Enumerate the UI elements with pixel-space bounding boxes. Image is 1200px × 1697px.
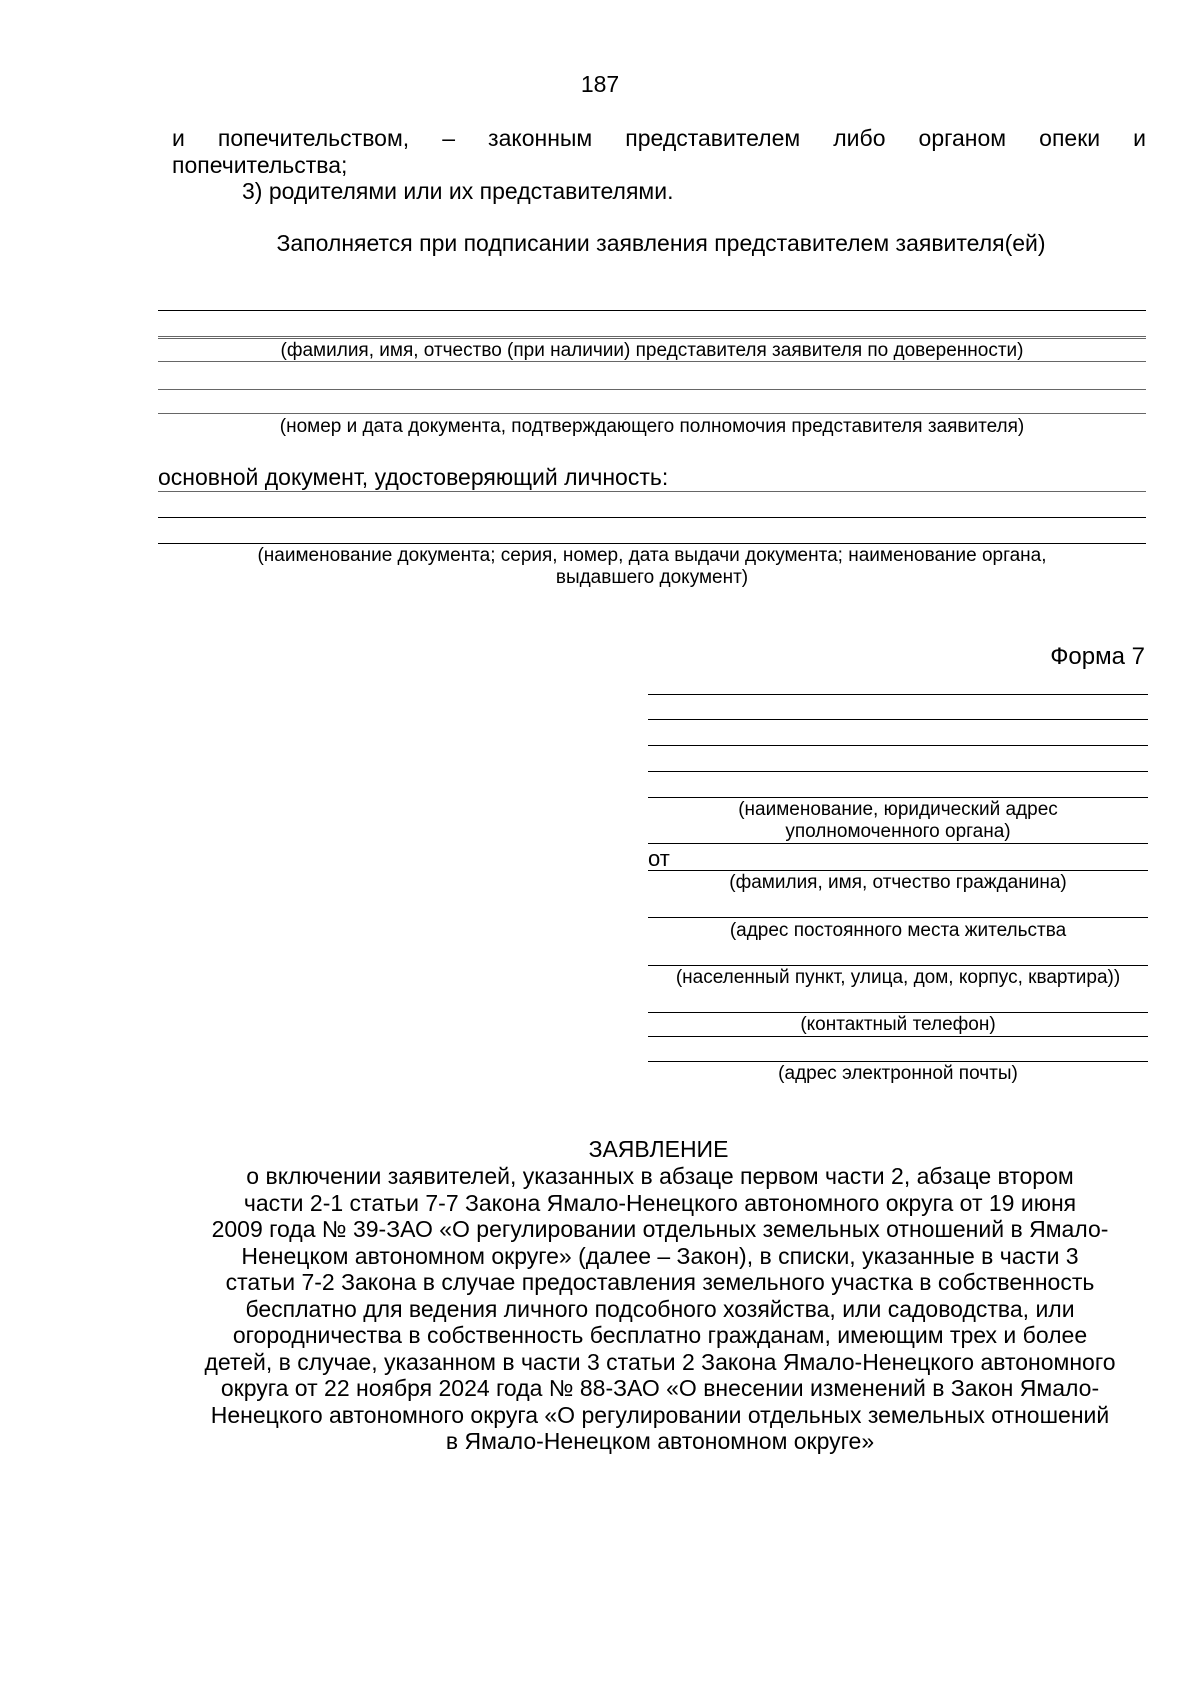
authority-field-1[interactable]	[648, 694, 1148, 695]
statement-subtitle-line: огородничества в собственность бесплатно гражданам, имеющим трех и более	[232, 1322, 1088, 1348]
phone-field[interactable]	[648, 1012, 1148, 1013]
page-number: 187	[580, 71, 620, 97]
caption-authority-1: (наименование, юридический адрес	[738, 799, 1058, 820]
statement-subtitle-line: округа от 22 ноября 2024 года № 88-ЗАО «О внесении изменений в Закон Ямало-	[220, 1375, 1100, 1401]
divider	[648, 1036, 1148, 1037]
representative-document-field-2[interactable]	[158, 413, 1146, 414]
identity-document-label: основной документ, удостоверяющий личность:	[158, 464, 669, 490]
divider	[158, 361, 1146, 362]
representative-heading: Заполняется при подписании заявления представителем заявителя(ей)	[276, 230, 1046, 256]
statement-subtitle-line: части 2-1 статьи 7-7 Закона Ямало-Ненецкого автономного округа от 19 июня	[243, 1189, 1077, 1216]
intro-line-1: и попечительством, – законным представителем либо органом опеки и	[172, 125, 1146, 151]
from-label: от	[648, 846, 670, 871]
statement-subtitle	[170, 1163, 1150, 1455]
divider	[648, 843, 1148, 844]
intro-line-2: попечительства;	[172, 152, 348, 178]
statement-subtitle-line: детей, в случае, указанном в части 3 статьи 2 Закона Ямало-Ненецкого автономного	[204, 1348, 1116, 1375]
intro-item-3: 3) родителями или их представителями.	[242, 178, 674, 204]
statement-title: ЗАЯВЛЕНИЕ	[588, 1136, 729, 1162]
address-field[interactable]	[648, 917, 1148, 918]
statement-subtitle-line: Ненецком автономном округе» (далее – Закон), в списки, указанные в части 3	[241, 1242, 1079, 1269]
caption-address-detail: (населенный пункт, улица, дом, корпус, квартира))	[675, 967, 1121, 988]
authority-field-5[interactable]	[648, 797, 1148, 798]
email-field[interactable]	[648, 1061, 1148, 1062]
statement-subtitle-line: о включении заявителей, указанных в абзаце первом части 2, абзаце втором	[246, 1163, 1074, 1189]
caption-address: (адрес постоянного места жительства	[729, 920, 1067, 941]
authority-field-3[interactable]	[648, 745, 1148, 746]
form-number-label: Форма 7	[1050, 643, 1145, 670]
statement-subtitle-line: Ненецкого автономного округа «О регулировании отдельных земельных отношений	[210, 1401, 1110, 1428]
statement-subtitle-line: бесплатно для ведения личного подсобного хозяйства, или садоводства, или	[245, 1295, 1075, 1322]
caption-phone: (контактный телефон)	[800, 1014, 996, 1035]
caption-identity-document-2: выдавшего документ)	[555, 567, 749, 588]
authority-field-4[interactable]	[648, 771, 1148, 772]
caption-citizen-name: (фамилия, имя, отчество гражданина)	[729, 872, 1067, 893]
identity-document-field[interactable]	[158, 491, 1146, 492]
identity-document-field-2[interactable]	[158, 517, 1146, 518]
statement-subtitle-line: 2009 года № 39-ЗАО «О регулировании отдельных земельных отношений в Ямало-	[211, 1216, 1109, 1242]
caption-identity-document-1: (наименование документа; серия, номер, дата выдачи документа; наименование органа,	[257, 545, 1047, 566]
address-detail-field[interactable]	[648, 965, 1148, 966]
representative-name-field-2[interactable]	[158, 336, 1146, 337]
caption-representative-name: (фамилия, имя, отчество (при наличии) представителя заявителя по доверенности)	[280, 340, 1024, 361]
caption-email: (адрес электронной почты)	[778, 1063, 1018, 1084]
representative-document-field[interactable]	[158, 389, 1146, 390]
caption-representative-document: (номер и дата документа, подтверждающего полномочия представителя заявителя)	[279, 416, 1025, 437]
authority-field-2[interactable]	[648, 719, 1148, 720]
caption-authority-2: уполномоченного органа)	[785, 821, 1011, 842]
identity-document-field-3[interactable]	[158, 543, 1146, 544]
citizen-name-field[interactable]	[648, 870, 1148, 871]
statement-subtitle-line: в Ямало-Ненецком автономном округе»	[445, 1428, 875, 1454]
statement-subtitle-line: статьи 7-2 Закона в случае предоставления земельного участка в собственность	[225, 1269, 1095, 1295]
divider	[158, 338, 1146, 339]
representative-name-field[interactable]	[158, 310, 1146, 311]
